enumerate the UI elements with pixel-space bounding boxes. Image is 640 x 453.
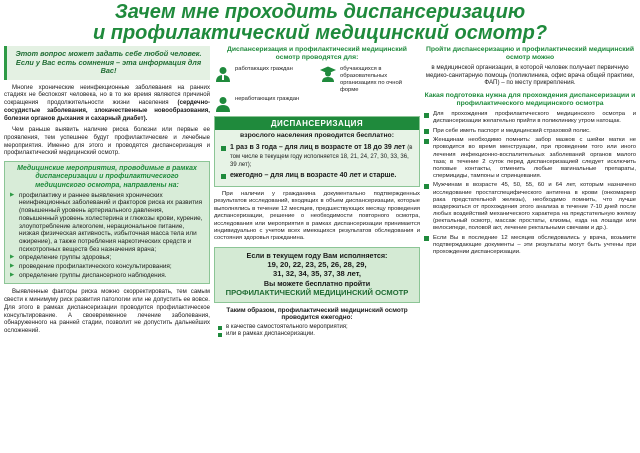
eligibility-heading: Диспансеризация и профилактический медицинский осмотр проводятся для:	[227, 46, 407, 61]
annual-checkup-list	[214, 324, 420, 339]
dispensary-box	[214, 116, 420, 187]
group-nonworking	[214, 96, 317, 112]
ages-checkup-title: ПРОФИЛАКТИЧЕСКИЙ МЕДИЦИНСКИЙ ОСМОТР	[225, 287, 409, 297]
dispensary-every-3-years: 1 раз в 3 года – для лиц в возрасте от 18 до 39 лет	[230, 144, 406, 151]
group-working-label: работающих граждан	[235, 66, 293, 72]
list-item	[221, 144, 413, 170]
paragraph-chronic-text: Многие хронические неинфекционные заболевания на ранних стадиях не беспокоят человека, но в то же время являются причиной сокращения продолжительности жизни населения	[4, 83, 210, 107]
list-item: Для прохождения профилактического медицинского осмотра и диспансеризации желательно прийти в поликлинику утром натощак.	[424, 111, 636, 125]
intro-callout: Этот вопрос может задать себе любой человек. Если у Вас есть сомнения – эта информация для Вас!	[4, 46, 210, 80]
preparation-list	[424, 111, 636, 256]
dispensary-title: ДИСПАНСЕРИЗАЦИЯ	[215, 117, 419, 130]
list-item: в качестве самостоятельного мероприятия;	[218, 324, 420, 331]
dispensary-subtitle: взрослого населения проводится бесплатно:	[240, 132, 394, 139]
list-item: Мужчинам в возрасте 45, 50, 55, 60 и 64 лет, которым назначено исследование простатспецифического антигена в крови (онкомаркер рака предстательной железы), необходимо помнить, что лучше воздержаться от прохождения этого анализа в течение 7-10 дней после любых воздействий механического характера на предстательную железу (ректальный осмотр, массаж простаты, клизмы, езда на лошади или велосипеде, половой акт, лечение ректальными свечами и др.).	[424, 182, 636, 232]
eligibility-icons	[214, 66, 420, 94]
title-line-1: Зачем мне проходить диспансеризацию	[114, 1, 526, 23]
ages-line-2: 31, 32, 34, 35, 37, 38 лет,	[273, 269, 361, 279]
paragraph-chronic-diseases: (сердечно-сосудистые заболевания, злокачественные новообразования, болезни органов дыхания и сахарный диабет).	[4, 99, 210, 122]
person-icon	[214, 96, 232, 112]
dispensary-list	[215, 142, 419, 186]
where-heading: Пройти диспансеризацию и профилактический медицинский осмотр можно	[425, 46, 634, 61]
title-line-2: и профилактический медицинский осмотр?	[92, 22, 548, 44]
list-item: ▶ определение группы здоровья;	[10, 254, 204, 262]
ages-line-1: 19, 20, 22, 23, 25, 26, 28, 29,	[267, 260, 367, 270]
group-working	[214, 66, 315, 94]
eligibility-icons-2	[214, 96, 420, 112]
column-middle	[214, 46, 420, 339]
where-text: в медицинской организации, в которой человек получает первичную медико-санитарную помощь (поликлиника, офис врача общей практики, ФАП) – по месту прикрепления.	[425, 64, 635, 87]
paragraph-documents: При наличии у гражданина документально подтвержденных результатов исследований, входящих в объем диспансеризации, которые выполнялись в течение 12 месяцев, предшествующих месяцу проведения диспансеризации, решение о необходимости повторного осмотра, исследования или мероприятия в рамках диспансеризации принимается индивидуально с учетом всех имеющихся результатов обследования и состояния здоровья гражданина.	[214, 191, 420, 242]
measures-box-heading: Медицинские мероприятия, проводимые в рамках диспансеризации и профилактического медицинского осмотра, направлены на:	[17, 165, 197, 189]
group-nonworking-label: неработающих граждан	[235, 96, 300, 102]
annual-checkup-note: Таким образом, профилактический медицинский осмотр проводится ежегодно:	[226, 306, 408, 322]
paragraph-chronic	[4, 84, 210, 123]
list-item: ▶ проведение профилактического консультирования;	[10, 263, 204, 271]
dispensary-ages-note: (в том числе в текущем году исполняется 18, 21, 24, 27, 30, 33, 36, 39 лет);	[230, 145, 413, 168]
student-icon	[319, 66, 337, 82]
list-item: ▶ определение группы диспансерного наблюдения.	[10, 272, 204, 280]
preparation-heading: Какая подготовка нужна для прохождения диспансеризации и профилактического медицинского осмотра	[424, 92, 636, 108]
paragraph-risk-factors: Выявленные факторы риска можно скорректировать, тем самым свести к минимуму риск развития патологии или не допустить ее вовсе. Для этого в рамках диспансеризации проводится профилактическое консультирование. А своевременное лечение заболевания, обнаруженного на ранней стадии, позволит не допустить дальнейших осложнений.	[4, 288, 210, 334]
list-item: Женщинам необходимо помнить: забор мазков с шейки матки не проводится во время менструации, при проведении того или иного лечения инфекционно-воспалительных заболеваний органов малого таза; в течение 2 суток перед диспансеризацией следует исключить половые контакты, отменить любые вагинальные препараты, спермициды, тампоны и спринцевания.	[424, 137, 636, 180]
dispensary-annual: ежегодно – для лиц в возрасте 40 лет и старше.	[230, 171, 397, 179]
column-left	[4, 46, 210, 335]
page-title	[0, 2, 640, 44]
ages-box	[214, 247, 420, 303]
worker-icon	[214, 66, 232, 82]
list-item: Если Вы в последние 12 месяцев обследовались у врача, возьмите подтверждающие документы – эти результаты могут быть учтены при прохождении диспансеризации.	[424, 235, 636, 256]
ages-footer: Вы можете бесплатно пройти	[263, 279, 371, 289]
column-right	[424, 46, 636, 258]
list-item: При себе иметь паспорт и медицинский страховой полис.	[424, 128, 636, 135]
list-item: ▶ профилактику и раннее выявления хронических неинфекционных заболеваний и факторов риска их развития (повышенный уровень артериального давления, повышенный уровень холестерина и глюкозы крови, курение, злоупотребление алкоголем, нерациональное питание, низкая физическая активность, избыточная масса тела или ожирение), а также потребления наркотических средств и психотропных веществ без назначения врача;	[10, 192, 204, 254]
paragraph-early-detection: Чем раньше выявить наличие риска болезни или первые ее проявления, тем успешнее будут профилактические и лечебные мероприятия. Именно для этого и проводятся диспансеризация и профилактический медицинский осмотр.	[4, 126, 210, 157]
list-item: или в рамках диспансеризации.	[218, 331, 420, 338]
list-item	[221, 172, 413, 181]
ages-heading: Если в текущем году Вам исполняется:	[246, 250, 388, 260]
measures-box	[4, 161, 210, 284]
measures-list	[10, 192, 204, 280]
group-students	[319, 66, 420, 94]
group-students-label: обучающихся в образовательных организациях по очной форме	[340, 66, 402, 93]
